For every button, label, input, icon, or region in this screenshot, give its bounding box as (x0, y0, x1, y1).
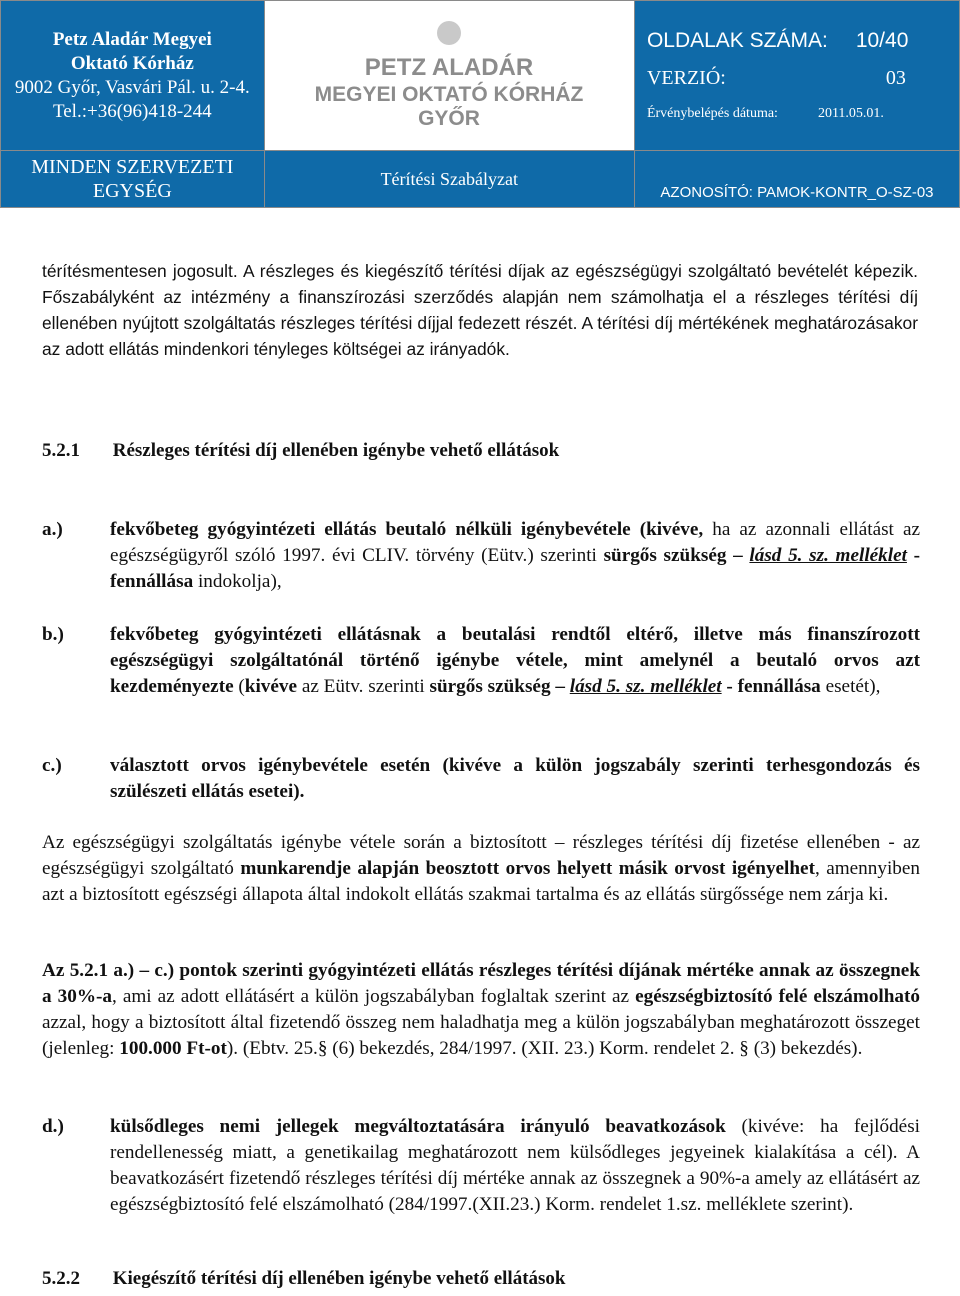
item-a-text-1: fekvőbeteg gyógyintézeti ellátás beutaló nélküli igénybevétele (kivéve, (110, 519, 704, 540)
para-2-text-3: egészségbiztosító felé elszámolható (635, 986, 920, 1007)
item-b-text-1: fekvőbeteg gyógyintézeti ellátásnak a beutalási rendtől eltérő, illetve más finanszírozott egészségügyi szolgáltatónál történő igénybe vétele, mint amelynél a beutaló orvos azt kezdeményezte (110, 624, 920, 697)
doc-identifier: AZONOSÍTÓ: PAMOK-KONTR_O-SZ-03 (660, 184, 934, 201)
para-2-text-5: 100.000 Ft-ot (119, 1038, 227, 1059)
para-1-text-3: , amennyiben azt a biztosított egészségi állapota által indokolt ellátás szakmai tartalma és az ellátás sürgőssége nem zárja ki. (42, 858, 920, 905)
para-2-text-4: azzal, hogy a biztosított által fizetendő összeg nem haladhatja meg a külön jogszabályban meghatározott összeget (jelenleg: (42, 1012, 920, 1059)
item-label: d.) (42, 1116, 64, 1137)
version-value: 03 (885, 67, 906, 89)
item-label: a.) (42, 519, 63, 540)
effective-date-label: Érvénybelépés dátuma: (646, 106, 778, 121)
header-logo-block (264, 1, 634, 151)
item-a-text-6: - fennállása (110, 545, 921, 592)
item-label: c.) (42, 755, 62, 776)
item-d-text-1: külsődleges nemi jellegek megváltoztatására irányuló beavatkozások (110, 1116, 726, 1137)
item-a-text-5: lásd 5. sz. melléklet (749, 545, 907, 566)
item-a-text-7: indokolja), (193, 571, 282, 592)
item-b-text-4: az Eütv. szerinti (297, 676, 430, 697)
item-b-text-5: sürgős szükség (429, 676, 551, 697)
org-name: Petz Aladár Megyei (52, 28, 212, 50)
logo-line-2: MEGYEI OKTATÓ KÓRHÁZ (314, 83, 584, 106)
pages-value: 10/40 (855, 29, 909, 52)
para-2-text-1: Az 5.2.1 a.) – c.) pontok szerinti gyógyintézeti ellátás részleges térítési díjának mértéke annak az összegnek a 30%-a (42, 960, 920, 1007)
header-scope (1, 151, 265, 208)
para-2-text-2: , ami az adott ellátásért a külön jogszabályban foglaltak szerint az (112, 986, 636, 1007)
scope-line-2: EGYSÉG (92, 180, 172, 202)
item-b-text-3: kivéve (244, 676, 298, 697)
item-b-text-7: lásd 5. sz. melléklet (569, 676, 722, 697)
para-1-text-1: Az egészségügyi szolgáltatás igénybe vétele során a biztosított – részleges térítési díj fizetése ellenében - az egészségügyi szolgáltató (42, 832, 920, 879)
paragraph-fee-amount (42, 958, 920, 1062)
paragraph-alternative-doctor (42, 830, 920, 908)
org-phone: Tel.:+36(96)418-244 (52, 100, 212, 122)
intro-paragraph (42, 258, 918, 362)
item-a-text-4: – (726, 545, 750, 566)
header-meta-block (634, 1, 959, 151)
intro-text: térítésmentesen jogosult. A részleges és kiegészítő térítési díjak az egészségügyi szolgáltató bevételét képezik. Főszabályként az intézmény a finanszírozási szerződés alapján nem számolhatja el a részleges térítési díj ellenében nyújtott szolgáltatás részleges térítési díjjal fedezett részét. A térítési díj mértékének meghatározásakor az adott ellátás mindenkori tényleges költségei az irányadók. (42, 261, 918, 359)
effective-date-value: 2011.05.01. (817, 106, 884, 121)
section-title: Részleges térítési díj ellenében igénybe vehető ellátások (112, 440, 560, 461)
section-title: Kiegészítő térítési díj ellenében igénybe vehető ellátások (112, 1268, 566, 1289)
item-c-text-1: választott orvos igénybevétele esetén (kivéve a külön jogszabály szerinti terhesgondozás és szülészeti ellátás esetei). (110, 755, 920, 802)
hospital-logo (284, 13, 614, 133)
document-header (0, 0, 960, 208)
item-b-text-9: esetét), (820, 676, 881, 697)
item-d-text-2: (kivéve: ha fejlődési rendellenesség miatt, a genetikailag meghatározott nem külsődleges jegyeinek kialakítása a cél). A beavatkozásért fizetendő részleges térítési díj mértéke annak az összegnek a 90%-a amely az ellátásért az egészségbiztosító felé elszámolható (284/1997.(XII.23.) Korm. rendelet 1.sz. melléklete szerint). (110, 1116, 920, 1215)
header-identifier (634, 151, 959, 208)
logo-line-3: GYŐR (418, 107, 481, 130)
org-address: 9002 Győr, Vasvári Pál. u. 2-4. (14, 76, 250, 98)
section-heading-521 (42, 440, 559, 462)
item-a-text-3: sürgős szükség (603, 545, 727, 566)
pages-label: OLDALAK SZÁMA: (646, 29, 828, 52)
list-item-d (42, 1114, 920, 1218)
item-b-text-8: - fennállása (721, 676, 821, 697)
para-2-text-6: ). (Ebtv. 25.§ (6) bekezdés, 284/1997. (XII. 23.) Korm. rendelet 2. § (3) bekezdés). (226, 1038, 863, 1059)
item-a-text-2: ha az azonnali ellátást az egészségügyről szóló 1997. évi CLIV. törvény (Eütv.) szerinti (110, 519, 920, 566)
doc-title: Térítési Szabályzat (380, 168, 518, 189)
org-name-2: Oktató Kórház (70, 52, 194, 74)
version-label: VERZIÓ: (646, 67, 726, 89)
logo-line-1: PETZ ALADÁR (365, 54, 534, 81)
section-number: 5.2.2 (42, 1268, 80, 1289)
header-doc-title (264, 151, 634, 208)
scope-line-1: MINDEN SZERVEZETI (31, 156, 234, 178)
section-heading-522 (42, 1268, 566, 1290)
list-item-c (42, 753, 920, 805)
item-b-text-6: – (550, 676, 570, 697)
item-label: b.) (42, 624, 64, 645)
section-number: 5.2.1 (42, 440, 80, 461)
para-1-text-2: munkarendje alapján beosztott orvos helyett másik orvost igényelhet (240, 858, 815, 879)
list-item-a (42, 517, 920, 595)
list-item-b (42, 622, 920, 700)
header-org-block (1, 1, 265, 151)
item-b-text-2: ( (233, 676, 245, 697)
